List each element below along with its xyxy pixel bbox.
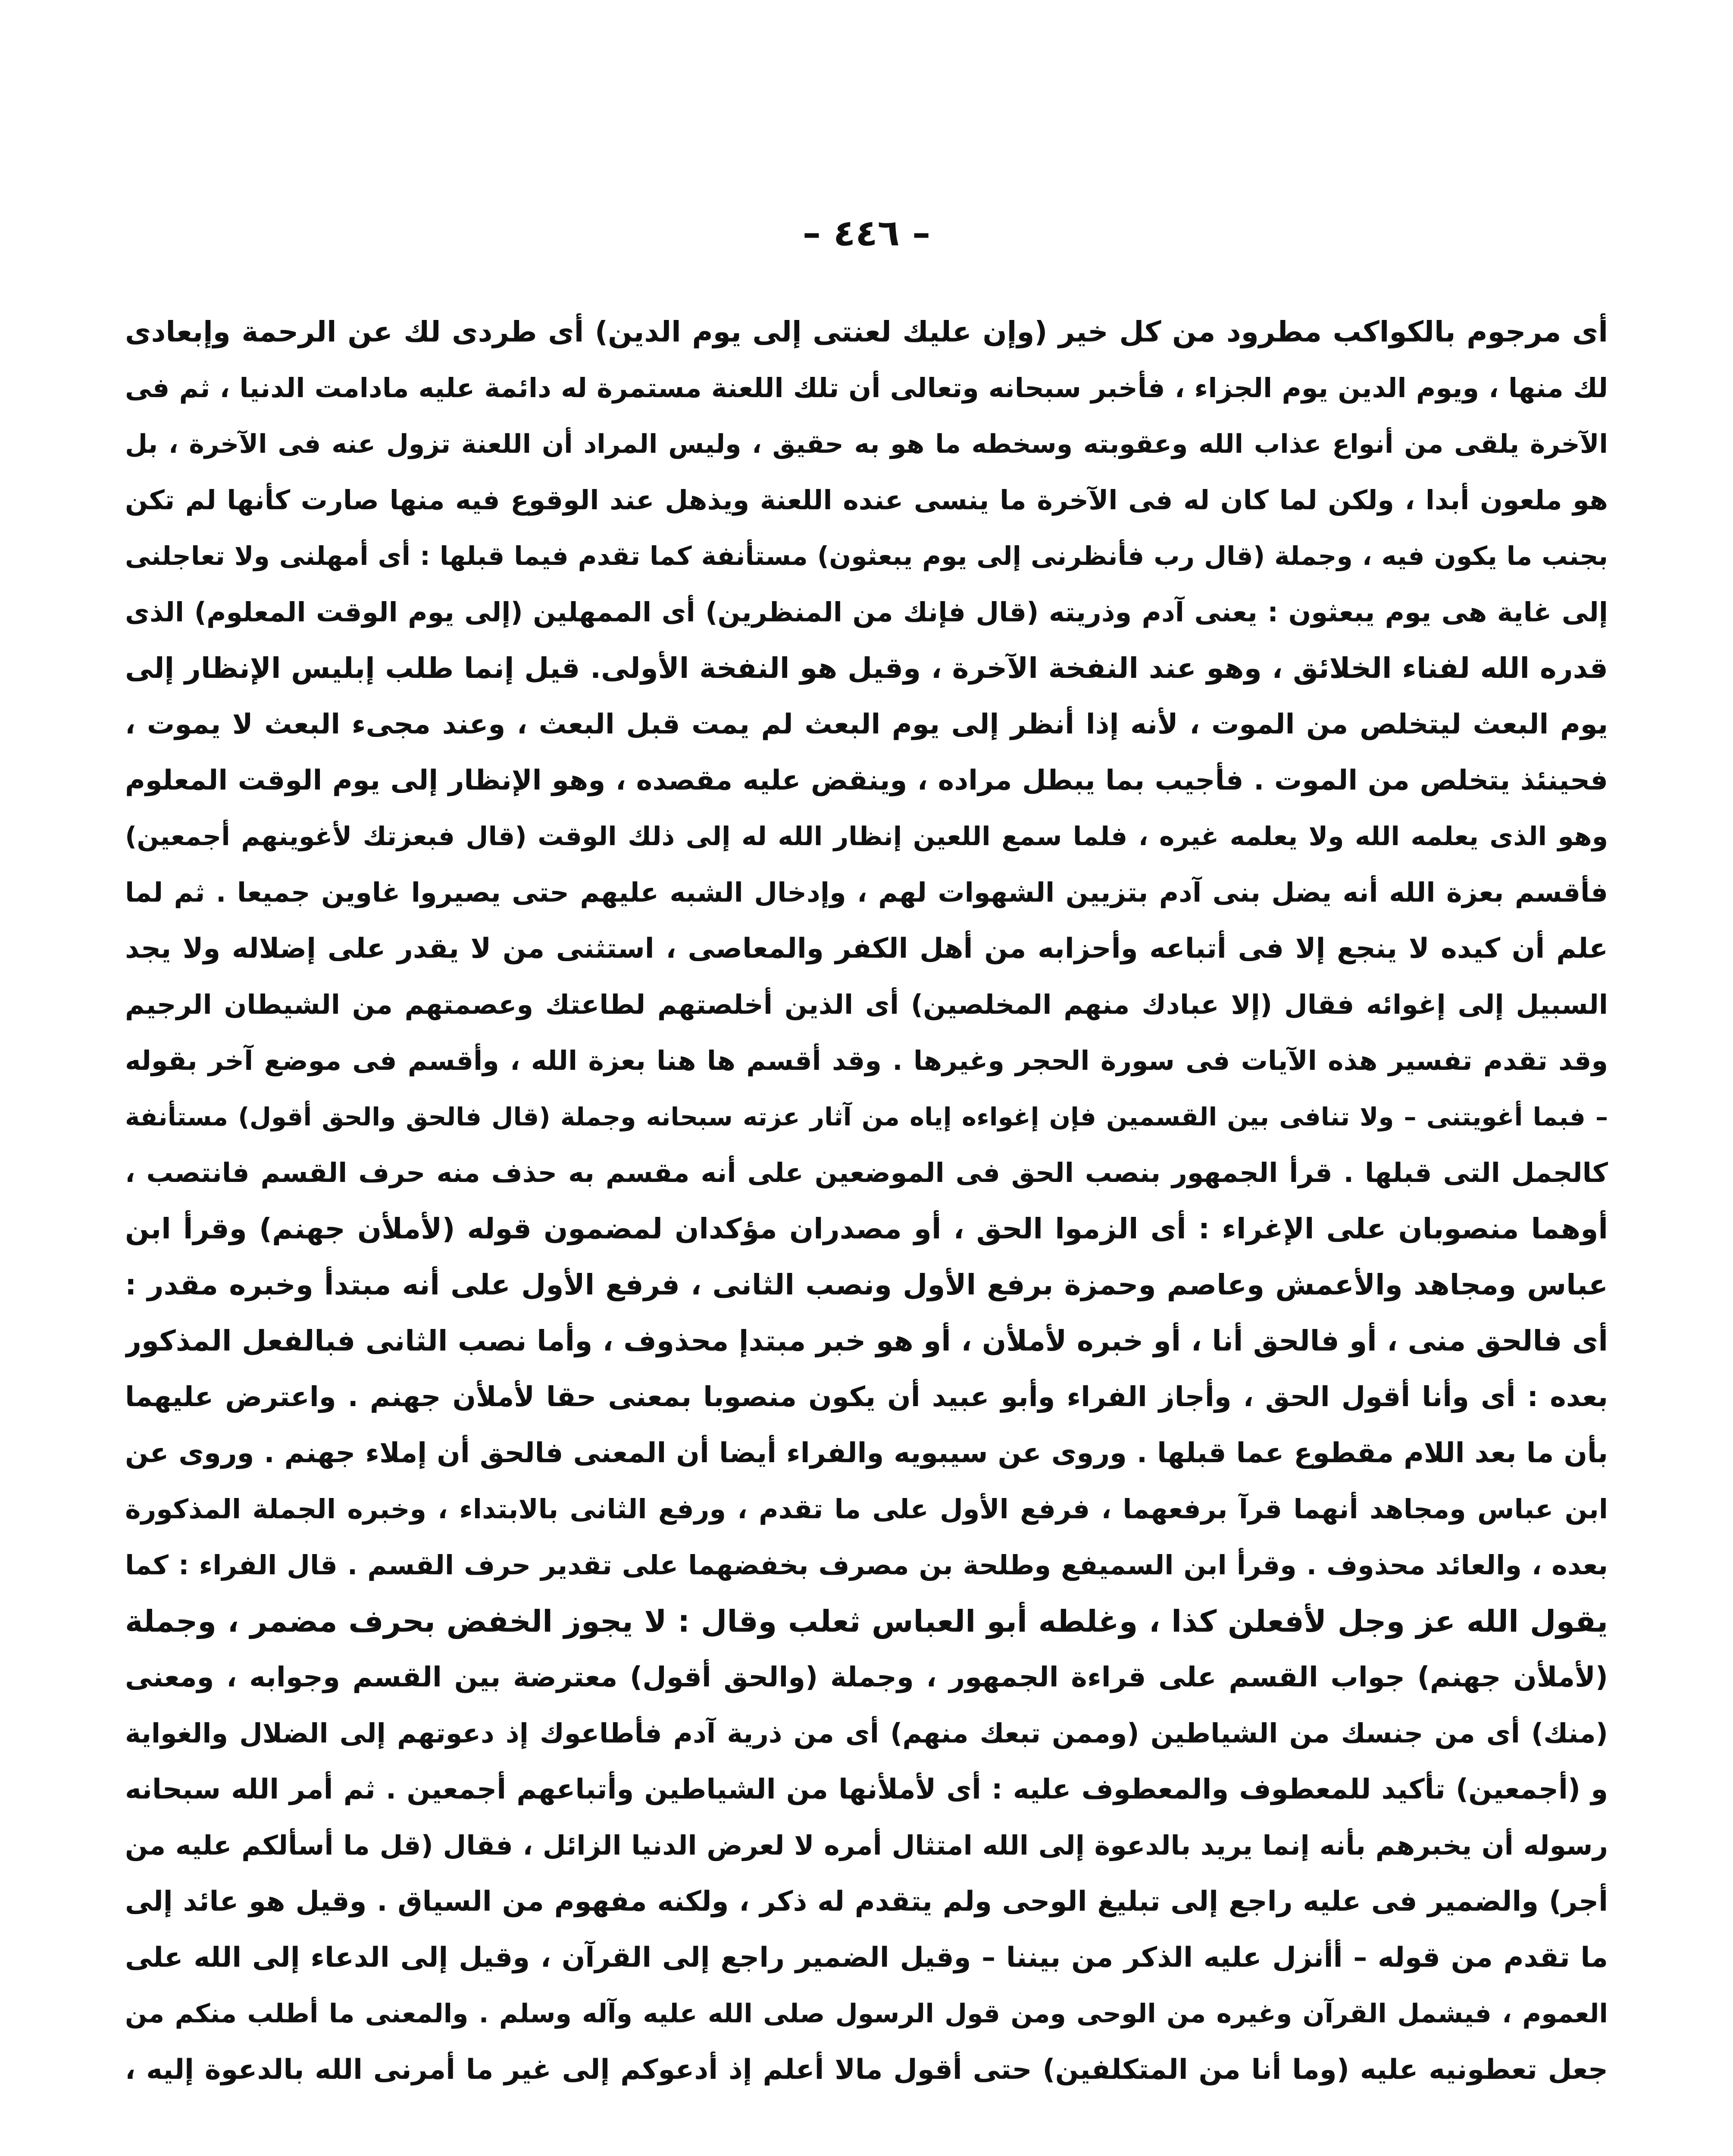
text-line: بعده : أى وأنا أقول الحق ، وأجاز الفراء وأبو عبيد أن يكون منصوبا بمعنى حقا لأملأن جهنم . واعترض عليهما <box>125 1381 1608 1413</box>
text-line: وقد تقدم تفسير هذه الآيات فى سورة الحجر وغيرها . وقد أقسم ها هنا بعزة الله ، وأقسم فى موضع آخر بقوله <box>125 1045 1608 1076</box>
text-line: العموم ، فيشمل القرآن وغيره من الوحى ومن قول الرسول صلى الله عليه وآله وسلم . والمعنى ما أطلب منكم من <box>125 1999 1608 2029</box>
text-line: لك منها ، ويوم الدين يوم الجزاء ، فأخبر سبحانه وتعالى أن تلك اللعنة مستمرة له دائمة عليه مادامت الدنيا ، ثم فى <box>125 372 1608 404</box>
text-line: يوم البعث ليتخلص من الموت ، لأنه إذا أنظر إلى يوم البعث لم يمت قبل البعث ، وعند مجىء البعث لا يموت ، <box>125 708 1608 740</box>
text-line: كالجمل التى قبلها . قرأ الجمهور بنصب الحق فى الموضعين على أنه مقسم به حذف منه حرف القسم فانتصب ، <box>125 1157 1608 1188</box>
text-line: فأقسم بعزة الله أنه يضل بنى آدم بتزيين الشهوات لهم ، وإدخال الشبه عليهم حتى يصيروا غاوين جميعا . ثم لما <box>125 877 1608 908</box>
page-number: – ٤٤٦ – <box>802 212 931 254</box>
text-line: بعده ، والعائد محذوف . وقرأ ابن السميفع وطلحة بن مصرف بخفضهما على تقدير حرف القسم . قال الفراء : كما <box>125 1549 1608 1581</box>
text-line: أى فالحق منى ، أو فالحق أنا ، أو خبره لأملأن ، أو هو خبر مبتدإ محذوف ، وأما نصب الثانى فبالفعل المذكور <box>125 1324 1608 1357</box>
text-line: و (أجمعين) تأكيد للمعطوف والمعطوف عليه : أى لأملأنها من الشياطين وأتباعهم أجمعين . ثم أمر الله سبحانه <box>125 1774 1608 1805</box>
text-line: رسوله أن يخبرهم بأنه إنما يريد بالدعوة إلى الله امتثال أمره لا لعرض الدنيا الزائل ، فقال (قل ما أسألكم عليه من <box>125 1830 1608 1861</box>
text-line: السبيل إلى إغوائه فقال (إلا عبادك منهم المخلصين) أى الذين أخلصتهم لطاعتك وعصمتهم من الشيطان الرجيم <box>125 989 1608 1020</box>
text-body <box>125 304 1608 2098</box>
text-line: عباس ومجاهد والأعمش وعاصم وحمزة برفع الأول ونصب الثانى ، فرفع الأول على أنه مبتدأ وخبره مقدر : <box>125 1268 1608 1301</box>
text-line: – فبما أغويتنى – ولا تنافى بين القسمين فإن إغواءه إياه من آثار عزته سبحانه وجملة (قال فالحق والحق أقول) مستأنفة <box>125 1102 1608 1131</box>
text-line: بأن ما بعد اللام مقطوع عما قبلها . وروى عن سيبويه والفراء أيضا أن المعنى فالحق أن إملاء جهنم . وروى عن <box>125 1437 1608 1469</box>
text-line: بجنب ما يكون فيه ، وجملة (قال رب فأنظرنى إلى يوم يبعثون) مستأنفة كما تقدم فيما قبلها : أى أمهلنى ولا تعاجلنى <box>125 541 1608 571</box>
text-line: يقول الله عز وجل لأفعلن كذا ، وغلطه أبو العباس ثعلب وقال : لا يجوز الخفض بحرف مضمر ، وجملة <box>125 1604 1608 1639</box>
text-line: وهو الذى يعلمه الله ولا يعلمه غيره ، فلما سمع اللعين إنظار الله له إلى ذلك الوقت (قال فبعزتك لأغوينهم أجمعين) <box>125 821 1608 852</box>
text-line: أوهما منصوبان على الإغراء : أى الزموا الحق ، أو مصدران مؤكدان لمضمون قوله (لأملأن جهنم) وقرأ ابن <box>125 1212 1608 1245</box>
text-line: (منك) أى من جنسك من الشياطين (وممن تبعك منهم) أى من ذرية آدم فأطاعوك إذ دعوتهم إلى الضلال والغواية <box>125 1717 1608 1749</box>
text-line: إلى غاية هى يوم يبعثون : يعنى آدم وذريته (قال فإنك من المنظرين) أى الممهلين (إلى يوم الوقت المعلوم) الذى <box>125 596 1608 628</box>
text-line: جعل تعطونيه عليه (وما أنا من المتكلفين) حتى أقول مالا أعلم إذ أدعوكم إلى غير ما أمرنى الله بالدعوة إليه ، <box>125 2054 1608 2086</box>
text-line: أجر) والضمير فى عليه راجع إلى تبليغ الوحى ولم يتقدم له ذكر ، ولكنه مفهوم من السياق . وقيل هو عائد إلى <box>125 1886 1608 1918</box>
text-line: (لأملأن جهنم) جواب القسم على قراءة الجمهور ، وجملة (والحق أقول) معترضة بين القسم وجوابه ، ومعنى <box>125 1661 1608 1693</box>
text-line: أى مرجوم بالكواكب مطرود من كل خير (وإن عليك لعنتى إلى يوم الدين) أى طردى لك عن الرحمة وإبعادى <box>125 315 1608 348</box>
text-line: قدره الله لفناء الخلائق ، وهو عند النفخة الآخرة ، وقيل هو النفخة الأولى. قيل إنما طلب إبليس الإنظار إلى <box>125 652 1608 685</box>
text-line: الآخرة يلقى من أنواع عذاب الله وعقوبته وسخطه ما هو به حقيق ، وليس المراد أن اللعنة تزول عنه فى الآخرة ، بل <box>125 429 1608 459</box>
text-line: ابن عباس ومجاهد أنهما قرآ برفعهما ، فرفع الأول على ما تقدم ، ورفع الثانى بالابتداء ، وخبره الجملة المذكورة <box>125 1493 1608 1525</box>
text-line: ما تقدم من قوله – أأنزل عليه الذكر من بيننا – وقيل الضمير راجع إلى القرآن ، وقيل إلى الدعاء إلى الله على <box>125 1942 1608 1974</box>
text-line: فحينئذ يتخلص من الموت . فأجيب بما يبطل مراده ، وينقض عليه مقصده ، وهو الإنظار إلى يوم الوقت المعلوم <box>125 765 1608 796</box>
text-line: علم أن كيده لا ينجع إلا فى أتباعه وأحزابه من أهل الكفر والمعاصى ، استثنى من لا يقدر على إضلاله ولا يجد <box>125 933 1608 965</box>
text-line: هو ملعون أبدا ، ولكن لما كان له فى الآخرة ما ينسى عنده اللعنة ويذهل عند الوقوع فيه منها صارت كأنها لم تكن <box>125 484 1608 516</box>
